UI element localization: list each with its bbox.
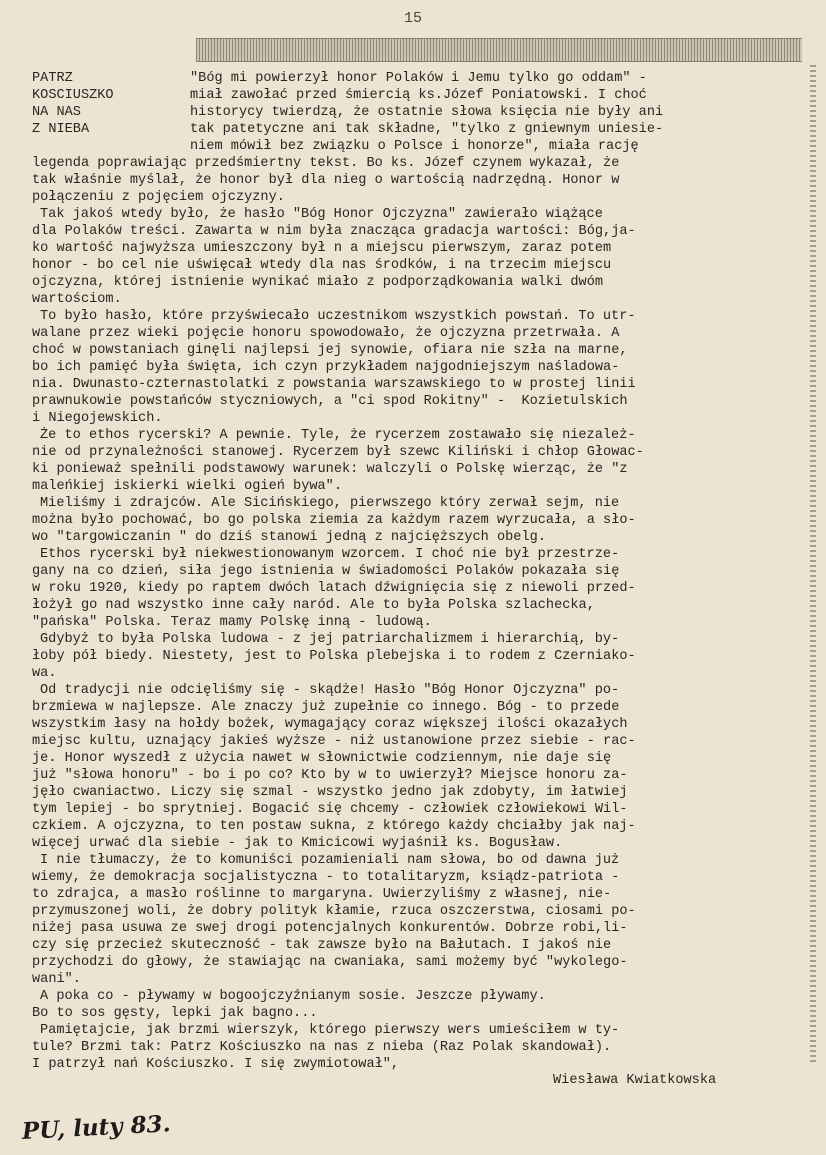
text-line [0, 223, 826, 240]
text-line-content: Ethos rycerski był niekwestionowanym wzorcem. I choć nie był przestrze- [40, 547, 620, 562]
text-line-content: A poka co - pływamy w bogoojczyźnianym sosie. Jeszcze pływamy. [40, 989, 546, 1004]
text-line-content: czy się przecież skuteczność - tak zawsze było na Bałutach. I jakoś nie [32, 938, 612, 953]
text-line [0, 376, 826, 393]
text-line [0, 410, 826, 427]
text-line [0, 903, 826, 920]
text-line [0, 478, 826, 495]
text-line-content: łożył go nad wszystko inne cały naród. Ale to była Polska szlachecka, [32, 598, 595, 613]
text-line-content: historycy twierdzą, że ostatnie słowa księcia nie były ani [190, 105, 664, 120]
text-line [0, 529, 826, 546]
text-line-content: miał zawołać przed śmiercią ks.Józef Poniatowski. I choć [190, 88, 647, 103]
text-line [0, 988, 826, 1005]
text-line [0, 954, 826, 971]
text-line [0, 342, 826, 359]
text-line [0, 206, 826, 223]
text-line-content: legenda poprawiając przedśmiertny tekst. Bo ks. Józef czynem wykazał, że [32, 156, 620, 171]
text-line [0, 359, 826, 376]
text-line-content: w roku 1920, kiedy po raptem dwóch latach dźwignięcia się z niewoli przed- [32, 581, 636, 596]
text-line-content: honor - bo cel nie uświęcał wtedy dla nas środków, i na trzecim miejscu [32, 258, 612, 273]
text-line [0, 733, 826, 750]
text-line-content: jęło cwaniactwo. Liczy się szmal - wszystko jedno jak zdobyty, im łatwiej [32, 785, 628, 800]
text-line-content: Od tradycji nie odcięliśmy się - skądże! Hasło "Bóg Honor Ojczyzna" po- [40, 683, 620, 698]
author-signature: Wiesława Kwiatkowska [553, 1073, 717, 1088]
text-line [0, 444, 826, 461]
text-line-content: niem mówił bez związku o Polsce i honorze", miała rację [190, 139, 639, 154]
text-line [0, 291, 826, 308]
text-line-content: choć w powstaniach ginęli najlepsi jej synowie, ofiara nie szła na marne, [32, 343, 628, 358]
text-line-content: czkiem. A ojczyzna, to ten postaw sukna, z którego każdy chciałby jak naj- [32, 819, 636, 834]
text-line-content: maleńkiej iskierki wielki ogień bywa". [32, 479, 342, 494]
text-line [0, 274, 826, 291]
text-line [0, 937, 826, 954]
text-line [0, 257, 826, 274]
text-line-content: Mieliśmy i zdrajców. Ale Sicińskiego, pierwszego który zerwał sejm, nie [40, 496, 620, 511]
text-line [0, 580, 826, 597]
text-line [0, 682, 826, 699]
text-line [0, 155, 826, 172]
text-line-content: można było pochować, bo go polska ziemia za każdym razem wyrzucała, a sło- [32, 513, 636, 528]
text-line-content: Tak jakoś wtedy było, że hasło "Bóg Honor Ojczyzna" zawierało wiążące [40, 207, 603, 222]
text-line [0, 70, 826, 87]
text-line [0, 648, 826, 665]
text-line-content: Że to ethos rycerski? A pewnie. Tyle, że rycerzem zostawało się niezależ- [40, 428, 636, 443]
text-line [0, 104, 826, 121]
text-line [0, 614, 826, 631]
text-line [0, 1005, 826, 1022]
text-line [0, 189, 826, 206]
text-line [0, 818, 826, 835]
handwritten-note: PU, luty 83. [21, 1110, 172, 1145]
text-line-content: Bo to sos gęsty, lepki jak bagno... [32, 1006, 318, 1021]
text-line-content: połączeniu z pojęciem ojczyzny. [32, 190, 285, 205]
text-line-content: przychodzi do głowy, że stawiając na cwaniaka, sami możemy być "wykolego- [32, 955, 628, 970]
text-line-content: wa. [32, 666, 57, 681]
text-line [0, 971, 826, 988]
text-line [0, 1022, 826, 1039]
side-heading: PATRZ KOSCIUSZKO NA NAS Z NIEBA [32, 71, 114, 137]
text-line-content: łoby pół biedy. Niestety, jest to Polska plebejska i to rodem z Czerniako- [32, 649, 636, 664]
text-line [0, 495, 826, 512]
text-line [0, 801, 826, 818]
text-line [0, 512, 826, 529]
text-line [0, 750, 826, 767]
decorative-header-band [196, 38, 802, 62]
text-line [0, 716, 826, 733]
text-line-content: więcej urwać dla siebie - jak to Kmicicowi wyjaśnił ks. Bogusław. [32, 836, 563, 851]
text-line [0, 852, 826, 869]
text-line-content: Gdybyż to była Polska ludowa - z jej patriarchalizmem i hierarchią, by- [40, 632, 620, 647]
text-line-content: tak właśnie myślał, że honor był dla nieg o wartością nadrzędną. Honor w [32, 173, 620, 188]
text-line-content: Pamiętajcie, jak brzmi wierszyk, którego pierwszy wers umieściłem w ty- [40, 1023, 620, 1038]
text-line [0, 784, 826, 801]
text-line [0, 665, 826, 682]
text-line [0, 886, 826, 903]
text-line-content: wszystkim łasy na hołdy bożek, wymagający coraz większej ilości okazałych [32, 717, 628, 732]
text-line [0, 308, 826, 325]
text-line [0, 172, 826, 189]
text-line-content: i Niegojewskich. [32, 411, 163, 426]
text-line [0, 1039, 826, 1056]
text-line [0, 138, 826, 155]
text-line-content: "Bóg mi powierzył honor Polaków i Jemu tylko go oddam" - [190, 71, 647, 86]
text-line [0, 325, 826, 342]
text-line-content: wani". [32, 972, 81, 987]
text-line [0, 767, 826, 784]
text-line-content: tym lepiej - bo sprytniej. Bogacić się chcemy - człowiek człowiekowi Wil- [32, 802, 628, 817]
text-line-content: bo ich pamięć była święta, ich czyn przykładem najgodniejszym naśladowa- [32, 360, 620, 375]
article-body [0, 70, 826, 1073]
text-line [0, 87, 826, 104]
text-line-content: wartościom. [32, 292, 122, 307]
text-line-content: To było hasło, które przyświecało uczestnikom wszystkich powstań. To utr- [40, 309, 636, 324]
text-line-content: brzmiewa w najlepsze. Ale znaczy już zupełnie co innego. Bóg - to przede [32, 700, 620, 715]
text-line [0, 121, 826, 138]
text-line [0, 427, 826, 444]
text-line [0, 597, 826, 614]
page-number: 15 [403, 10, 422, 27]
text-line [0, 869, 826, 886]
text-line-content: wo "targowiczanin " do dziś stanowi jedną z najcięższych obelg. [32, 530, 546, 545]
text-line-content: nia. Dwunasto-czternastolatki z powstania warszawskiego to w prostej linii [32, 377, 636, 392]
text-line-content: je. Honor wyszedł z użycia nawet w słownictwie codziennym, nie daje się [32, 751, 612, 766]
text-line [0, 835, 826, 852]
text-line [0, 920, 826, 937]
text-line [0, 461, 826, 478]
text-line-content: ojczyzna, której istnienie wynikać miało z podporządkowania walki dwóm [32, 275, 604, 290]
text-line-content: niżej pasa usuwa ze swej drogi potencjalnych konkurentów. Dobrze robi,li- [32, 921, 628, 936]
text-line [0, 240, 826, 257]
text-line-content: walane przez wieki pojęcie honoru spowodowało, że ojczyzna przetrwała. A [32, 326, 620, 341]
text-line-content: przymuszonej woli, że dobry polityk kłamie, rzuca oszczerstwa, ciosami po- [32, 904, 636, 919]
text-line [0, 699, 826, 716]
text-line-content: dla Polaków treści. Zawarta w nim była znacząca gradacja wartości: Bóg,ja- [32, 224, 636, 239]
text-line-content: wiemy, że demokracja socjalistyczna - to totalitaryzm, ksiądz-patriota - [32, 870, 620, 885]
text-line-content: tule? Brzmi tak: Patrz Kościuszko na nas z nieba (Raz Polak skandował). [32, 1040, 612, 1055]
text-line-content: ko wartość najwyższa umieszczony był n a miejscu pierwszym, zaraz potem [32, 241, 612, 256]
text-line-content: prawnukowie powstańców styczniowych, a "ci spod Rokitny" - Kozietulskich [32, 394, 628, 409]
text-line-content: "pańska" Polska. Teraz mamy Polskę inną - ludową. [32, 615, 432, 630]
text-line [0, 1056, 826, 1073]
text-line-content: I patrzył nań Kościuszko. I się zwymiotował", [32, 1057, 400, 1072]
text-line-content: miejsc kultu, uznający jakieś wyższe - niż ustanowione przez siebie - rac- [32, 734, 636, 749]
text-line-content: gany na co dzień, siła jego istnienia w świadomości Polaków pokazała się [32, 564, 620, 579]
text-line-content: tak patetyczne ani tak składne, "tylko z gniewnym uniesie- [190, 122, 664, 137]
text-line-content: ki ponieważ spełnili podstawowy warunek: walczyli o Polskę wierząc, że "z [32, 462, 628, 477]
text-line-content: I nie tłumaczy, że to komuniści pozamieniali nam słowa, bo od dawna już [40, 853, 620, 868]
text-line [0, 546, 826, 563]
text-line-content: to zdrajca, a masło roślinne to margaryna. Uwierzyliśmy z własnej, nie- [32, 887, 612, 902]
text-line [0, 393, 826, 410]
text-line-content: już "słowa honoru" - bo i po co? Kto by w to uwierzył? Miejsce honoru za- [32, 768, 628, 783]
text-line [0, 631, 826, 648]
text-line [0, 563, 826, 580]
text-line-content: nie od przynależności stanowej. Rycerzem był szewc Kiliński i chłop Głowac- [32, 445, 644, 460]
